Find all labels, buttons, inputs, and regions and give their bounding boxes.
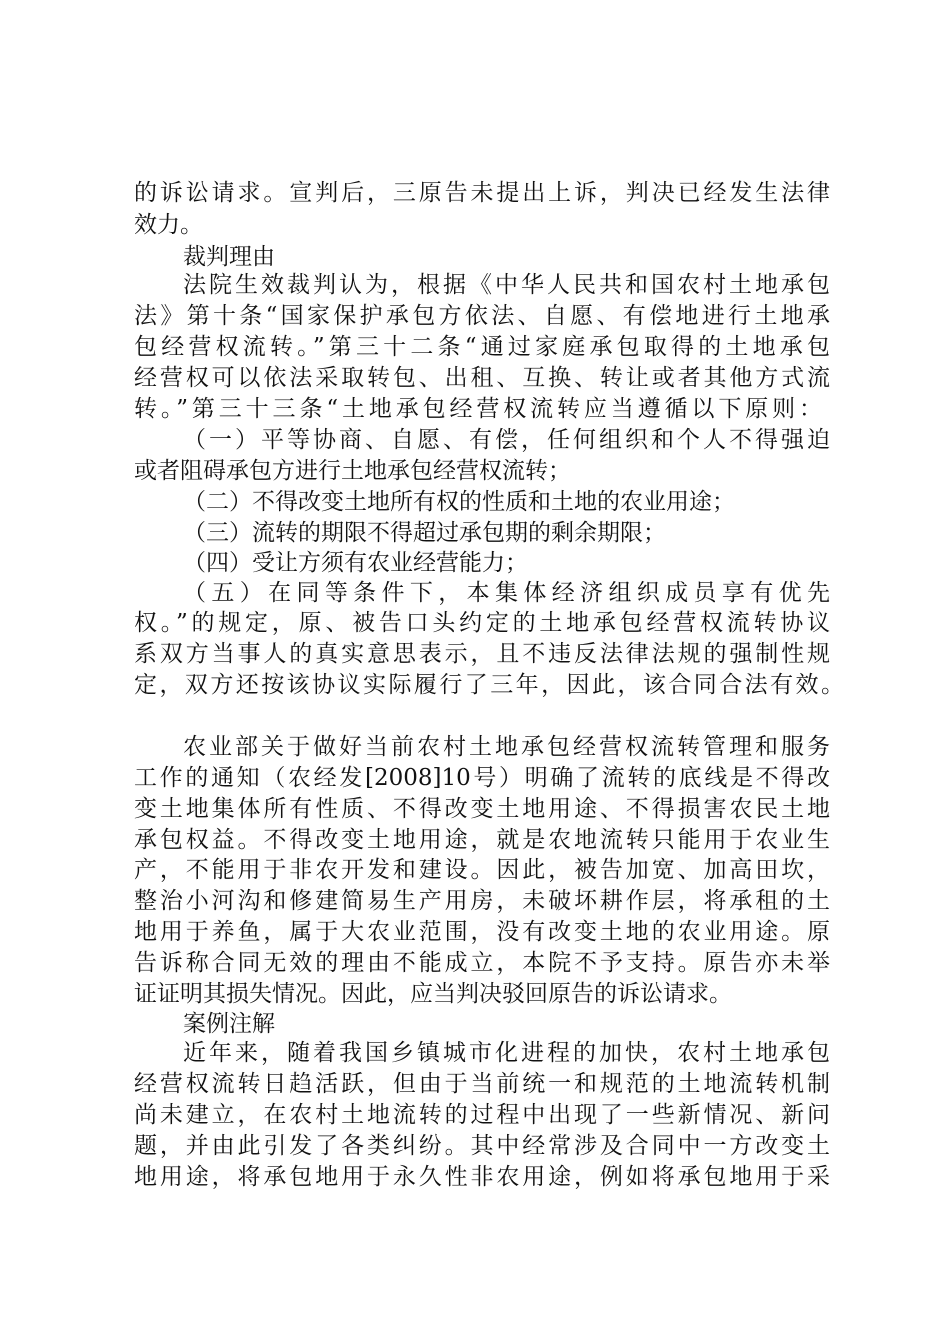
text-line: （四）受让方须有农业经营能力；	[183, 550, 528, 576]
text-line: 题，并由此引发了各类纠纷。其中经常涉及合同中一方改变土	[134, 1133, 830, 1159]
text-line: 尚未建立，在农村土地流转的过程中出现了一些新情况、新问	[134, 1102, 830, 1128]
text-line: （五）在同等条件下，本集体经济组织成员享有优先	[183, 580, 830, 606]
text-line: 定，双方还按该协议实际履行了三年，因此，该合同合法有效。	[134, 672, 844, 698]
text-line: 效力。	[134, 212, 203, 238]
text-line: 告诉称合同无效的理由不能成立，本院不予支持。原告亦未举	[134, 950, 830, 976]
text-line: 产，不能用于非农开发和建设。因此，被告加宽、加高田坎，	[134, 857, 830, 883]
text-line: 包经营权流转。”第三十二条“通过家庭承包取得的土地承包	[134, 334, 830, 360]
text-line: 整治小河沟和修建简易生产用房，未破坏耕作层，将承租的土	[134, 888, 830, 914]
text-line: 承包权益。不得改变土地用途，就是农地流转只能用于农业生	[134, 827, 830, 853]
text-line: 或者阻碍承包方进行土地承包经营权流转；	[134, 458, 571, 484]
text-line: 法》第十条“国家保护承包方依法、自愿、有偿地进行土地承	[134, 303, 830, 329]
text-line: 证证明其损失情况。因此，应当判决驳回原告的诉讼请求。	[134, 981, 732, 1007]
text-line: （三）流转的期限不得超过承包期的剩余期限；	[183, 520, 666, 546]
text-line: 的诉讼请求。宣判后，三原告未提出上诉，判决已经发生法律	[134, 180, 830, 206]
section-heading: 案例注解	[183, 1011, 275, 1037]
text-line: 地用途，将承包地用于永久性非农用途，例如将承包地用于采	[134, 1164, 830, 1190]
text-line: 近年来，随着我国乡镇城市化进程的加快，农村土地承包	[183, 1040, 830, 1066]
text-line: 地用于养鱼，属于大农业范围，没有改变土地的农业用途。原	[134, 919, 830, 945]
text-line: （二）不得改变土地所有权的性质和土地的农业用途；	[183, 489, 735, 515]
text-line: 转。”第三十三条“土地承包经营权流转应当遵循以下原则：	[134, 396, 822, 422]
text-line: （一）平等协商、自愿、有偿，任何组织和个人不得强迫	[183, 427, 830, 453]
text-line: 系双方当事人的真实意思表示，且不违反法律法规的强制性规	[134, 641, 830, 667]
section-heading: 裁判理由	[183, 244, 275, 270]
text-line: 工作的通知（农经发[2008]10号）明确了流转的底线是不得改	[134, 765, 830, 791]
text-line: 经营权流转日趋活跃，但由于当前统一和规范的土地流转机制	[134, 1071, 830, 1097]
text-line: 法院生效裁判认为，根据《中华人民共和国农村土地承包	[183, 272, 830, 298]
text-line: 变土地集体所有性质、不得改变土地用途、不得损害农民土地	[134, 796, 830, 822]
text-line: 权。”的规定，原、被告口头约定的土地承包经营权流转协议	[134, 610, 830, 636]
text-line: 经营权可以依法采取转包、出租、互换、转让或者其他方式流	[134, 365, 830, 391]
text-line: 农业部关于做好当前农村土地承包经营权流转管理和服务	[183, 734, 830, 760]
